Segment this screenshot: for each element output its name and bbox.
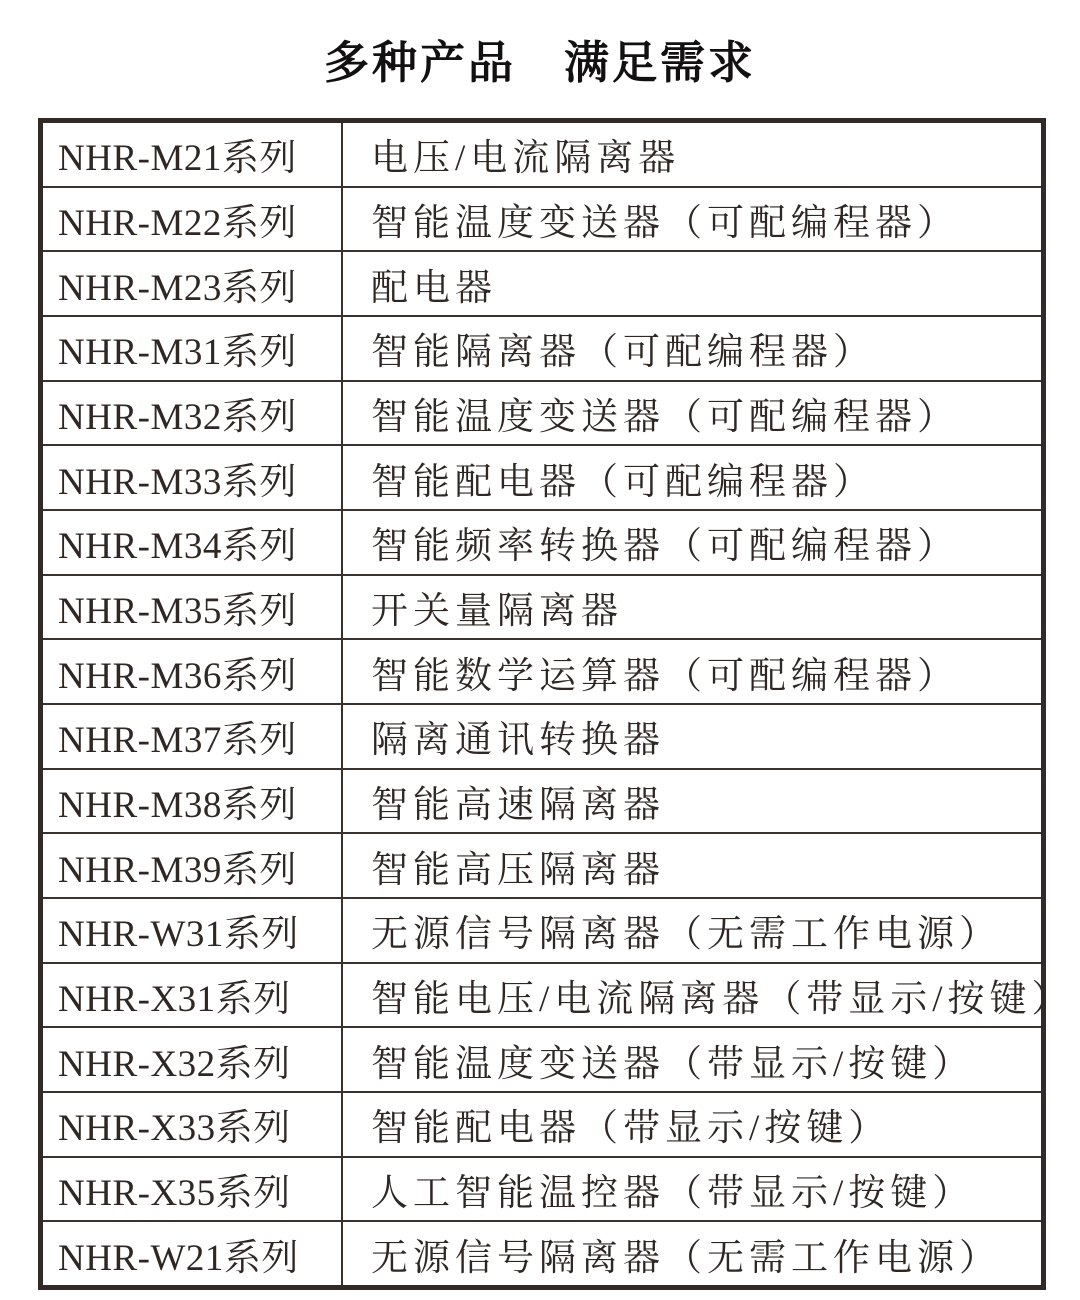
series-cell: NHR-W21系列 (43, 1222, 343, 1285)
series-cell: NHR-M21系列 (43, 123, 343, 186)
description-cell: 智能温度变送器（可配编程器） (371, 397, 959, 439)
product-table (38, 118, 1074, 1290)
series-cell: NHR-M36系列 (43, 640, 343, 703)
table-row (43, 640, 1041, 705)
page-title: 多种产品 满足需求 (323, 37, 756, 88)
description-cell: 智能温度变送器（可配编程器） (371, 203, 959, 244)
series-cell: NHR-X33系列 (43, 1093, 343, 1156)
description-cell: 智能电压/电流隔离器（带显示/按键） (371, 979, 1074, 1021)
description-cell: 智能隔离器（可配编程器） (371, 332, 875, 374)
description-cell: 智能数学运算器（可配编程器） (371, 655, 959, 697)
series-cell: NHR-X31系列 (43, 964, 343, 1027)
table-row (43, 1222, 1041, 1285)
table-row (43, 964, 1074, 1029)
table-row (43, 252, 1041, 317)
description-cell: 开关量隔离器 (371, 591, 623, 633)
series-cell: NHR-X35系列 (43, 1158, 343, 1221)
table-row (43, 188, 1041, 253)
series-cell: NHR-M22系列 (43, 188, 343, 251)
table-row (43, 382, 1041, 447)
table-row (43, 1028, 1041, 1093)
table-row (43, 123, 1041, 188)
description-cell: 智能频率转换器（可配编程器） (371, 526, 959, 568)
table-row (43, 317, 1041, 382)
description-cell: 智能高压隔离器 (371, 849, 665, 891)
description-cell: 无源信号隔离器（无需工作电源） (371, 1237, 1001, 1279)
series-cell: NHR-M32系列 (43, 382, 343, 445)
description-cell: 智能温度变送器（带显示/按键） (371, 1043, 975, 1085)
series-cell: NHR-M31系列 (43, 317, 343, 380)
series-cell: NHR-M34系列 (43, 511, 343, 574)
description-cell: 隔离通讯转换器 (371, 720, 665, 762)
description-cell: 智能高速隔离器 (371, 785, 665, 827)
series-cell: NHR-X32系列 (43, 1028, 343, 1091)
table-row (43, 446, 1041, 511)
description-cell: 智能配电器（带显示/按键） (371, 1108, 891, 1150)
description-cell: 人工智能温控器（带显示/按键） (371, 1173, 975, 1215)
series-cell: NHR-M35系列 (43, 576, 343, 639)
description-cell: 配电器 (371, 267, 497, 309)
table-row (43, 770, 1041, 835)
series-cell: NHR-M23系列 (43, 252, 343, 315)
description-cell: 智能配电器（可配编程器） (371, 461, 875, 503)
series-cell: NHR-M39系列 (43, 834, 343, 897)
series-cell: NHR-M37系列 (43, 705, 343, 768)
table-row (43, 899, 1041, 964)
table-row (43, 1158, 1041, 1223)
series-cell: NHR-W31系列 (43, 899, 343, 962)
table-row (43, 705, 1041, 770)
table-row (43, 1093, 1041, 1158)
series-cell: NHR-M38系列 (43, 770, 343, 833)
series-cell: NHR-M33系列 (43, 446, 343, 509)
table-row (43, 834, 1041, 899)
table-row (43, 576, 1041, 641)
description-cell: 电压/电流隔离器 (371, 138, 681, 180)
description-cell: 无源信号隔离器（无需工作电源） (371, 914, 1001, 956)
table-row (43, 511, 1041, 576)
